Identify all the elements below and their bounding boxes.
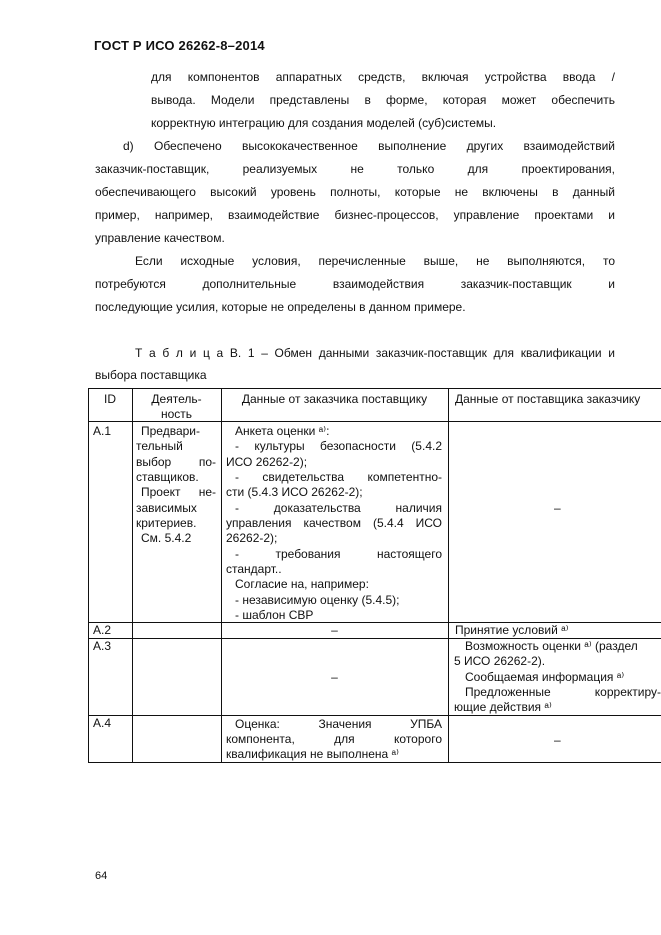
- paragraph-line: вывода. Модели представлены в форме, которая может обеспечить: [151, 93, 615, 107]
- activity-line: ставщиков.: [136, 470, 199, 484]
- customer-data-line: - культуры безопасности (5.4.2: [235, 439, 442, 453]
- row-id: A.4: [93, 716, 112, 730]
- customer-data-line: сти (5.4.3 ИСО 26262-2);: [226, 485, 363, 499]
- customer-data-line: 26262-2);: [226, 531, 278, 545]
- customer-data-line: - независимую оценку (5.4.5);: [235, 593, 400, 607]
- customer-data-line: ИСО 26262-2);: [226, 455, 308, 469]
- supplier-data-line: Предложенные корректиру-: [465, 685, 661, 699]
- supplier-data-dash: –: [554, 501, 561, 515]
- customer-data-dash: –: [331, 623, 338, 637]
- customer-data-line: - доказательства наличия: [235, 501, 442, 515]
- supplier-data-line: ющие действия ᵃ⁾: [454, 700, 552, 714]
- table-caption-continuation: выбора поставщика: [95, 368, 207, 382]
- supplier-data-dash: –: [554, 733, 561, 747]
- table-rule: [221, 388, 222, 763]
- activity-line: См. 5.4.2: [141, 531, 192, 545]
- paragraph-line: корректную интеграцию для создания моделей (суб)системы.: [151, 116, 497, 130]
- table-caption: Т а б л и ц а В. 1 – Обмен данными заказчик-поставщик для квалификации и: [135, 346, 615, 360]
- paragraph-line: d) Обеспечено высококачественное выполнение других взаимодействий: [123, 139, 615, 153]
- supplier-data-line: Принятие условий ᵃ⁾: [455, 623, 569, 637]
- customer-data-line: управления качеством (5.4.4 ИСО: [226, 516, 442, 530]
- customer-data-line: - шаблон СВР: [235, 608, 314, 622]
- page-number: 64: [95, 870, 108, 882]
- header-id: ID: [104, 392, 116, 406]
- customer-data-dash: –: [331, 670, 338, 684]
- supplier-data-line: Сообщаемая информация ᵃ⁾: [465, 670, 625, 684]
- activity-line: Проект не-: [141, 485, 216, 499]
- header-activity: ность: [160, 407, 193, 421]
- row-id: A.2: [93, 623, 112, 637]
- activity-line: выбор по-: [136, 455, 216, 469]
- table-rule: [132, 388, 133, 763]
- row-id: A.3: [93, 639, 112, 653]
- paragraph-line: потребуются дополнительные взаимодействия заказчик-поставщик и: [95, 277, 615, 291]
- customer-data-line: - свидетельства компетентно-: [235, 470, 442, 484]
- table-rule: [88, 715, 661, 716]
- activity-line: зависимых: [136, 501, 197, 515]
- header-supplier-data: Данные от поставщика заказчику: [455, 392, 641, 406]
- paragraph-line: обеспечивающего высокий уровень полноты, которые не включены в данный: [95, 185, 615, 199]
- document-header: ГОСТ Р ИСО 26262-8–2014: [94, 38, 265, 53]
- customer-data-line: компонента, для которого: [226, 732, 442, 746]
- table-rule: [88, 388, 89, 763]
- paragraph-line: заказчик-поставщик, реализуемых не только для проектирования,: [95, 162, 615, 176]
- customer-data-line: стандарт..: [226, 562, 282, 576]
- data-exchange-table: [88, 388, 661, 763]
- table-rule: [88, 388, 661, 389]
- activity-line: тельный: [136, 439, 183, 453]
- header-customer-data: Данные от заказчика поставщику: [241, 392, 428, 406]
- customer-data-line: - требования настоящего: [235, 547, 442, 561]
- customer-data-line: Анкета оценки ᵃ⁾:: [235, 424, 330, 438]
- paragraph-line: последующие усилия, которые не определены в данном примере.: [95, 300, 466, 314]
- supplier-data-line: 5 ИСО 26262-2).: [454, 654, 546, 668]
- supplier-data-line: Возможность оценки ᵃ⁾ (раздел: [465, 639, 638, 653]
- customer-data-line: Согласие на, например:: [235, 577, 369, 591]
- header-activity: Деятель-: [151, 392, 202, 406]
- activity-line: критериев.: [136, 516, 197, 530]
- table-rule: [448, 388, 449, 763]
- table-rule: [88, 762, 661, 763]
- paragraph-line: Если исходные условия, перечисленные выше, не выполняются, то: [135, 254, 615, 268]
- paragraph-line: для компонентов аппаратных средств, включая устройства ввода /: [151, 70, 615, 84]
- customer-data-line: квалификация не выполнена ᵃ⁾: [226, 747, 399, 761]
- paragraph-line: пример, например, взаимодействие бизнес-процессов, управление проектами и: [95, 208, 615, 222]
- customer-data-line: Оценка: Значения УПБА: [235, 717, 442, 731]
- paragraph-line: управление качеством.: [95, 231, 225, 245]
- activity-line: Предвари-: [141, 424, 200, 438]
- row-id: A.1: [93, 424, 112, 438]
